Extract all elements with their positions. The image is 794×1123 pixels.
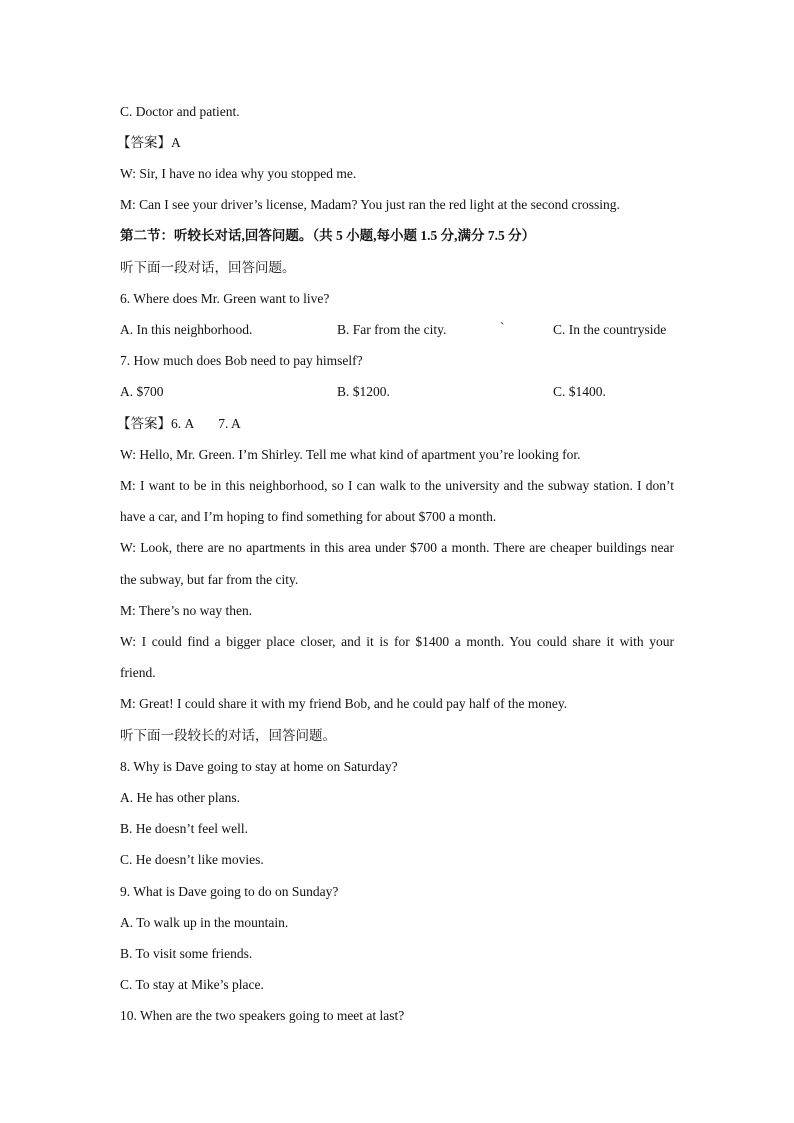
q8-option-c: C. He doesn’t like movies. xyxy=(120,852,264,867)
q8-option-b: B. He doesn’t feel well. xyxy=(120,821,248,836)
dialog-line: the subway, but far from the city. xyxy=(120,572,299,587)
q9-option-c: C. To stay at Mike’s place. xyxy=(120,977,264,992)
answer-label: 【答案】 xyxy=(117,135,171,150)
q7-option-b: B. $1200. xyxy=(337,384,390,399)
answer-6: 6. A xyxy=(171,416,195,431)
dialog-line: have a car, and I’m hoping to find something for about $700 a month. xyxy=(120,509,497,524)
q5-option-c: C. Doctor and patient. xyxy=(120,104,240,119)
answer-7: 7. A xyxy=(218,416,241,431)
q6-option-c: C. In the countryside xyxy=(553,322,667,337)
dialog-line: M: Can I see your driver’s license, Madam? You just ran the red light at the second crossing. xyxy=(120,197,620,212)
q7-option-a: A. $700 xyxy=(120,384,164,399)
q9-option-a: A. To walk up in the mountain. xyxy=(120,915,289,930)
section-heading: 第二节：听较长对话,回答问题。（共 5 小题,每小题 1.5 分,满分 7.5 分） xyxy=(120,228,536,243)
question-10: 10. When are the two speakers going to meet at last? xyxy=(120,1008,405,1023)
dialog-line: W: Sir, I have no idea why you stopped me. xyxy=(120,166,357,181)
dialog-line: W: Hello, Mr. Green. I’m Shirley. Tell me what kind of apartment you’re looking for. xyxy=(120,447,581,462)
q7-option-c: C. $1400. xyxy=(553,384,606,399)
stray-mark: ` xyxy=(500,320,505,335)
q6-option-a: A. In this neighborhood. xyxy=(120,322,253,337)
question-6: 6. Where does Mr. Green want to live? xyxy=(120,291,330,306)
dialog-line: M: Great! I could share it with my friend Bob, and he could pay half of the money. xyxy=(120,696,568,711)
dialog-line: M: I want to be in this neighborhood, so I can walk to the university and the subway station. I don’t xyxy=(120,478,674,493)
dialog-line: W: I could find a bigger place closer, and it is for $1400 a month. You could share it with your xyxy=(120,634,674,649)
answers-6-7-line xyxy=(117,415,241,433)
q9-option-b: B. To visit some friends. xyxy=(120,946,253,961)
q5-answer-line xyxy=(117,134,181,152)
question-7: 7. How much does Bob need to pay himself? xyxy=(120,353,363,368)
dialog-line: W: Look, there are no apartments in this area under $700 a month. There are cheaper buildings near xyxy=(120,540,674,555)
q6-option-b: B. Far from the city. xyxy=(337,322,447,337)
question-9: 9. What is Dave going to do on Sunday? xyxy=(120,884,339,899)
q8-option-a: A. He has other plans. xyxy=(120,790,240,805)
dialog-line: M: There’s no way then. xyxy=(120,603,253,618)
answer-label: 【答案】 xyxy=(117,416,171,431)
listening-instruction: 听下面一段较长的对话，回答问题。 xyxy=(120,728,336,743)
question-8: 8. Why is Dave going to stay at home on Saturday? xyxy=(120,759,398,774)
dialog-line: friend. xyxy=(120,665,156,680)
answer-value: A xyxy=(171,135,181,150)
listening-instruction: 听下面一段对话，回答问题。 xyxy=(120,260,296,275)
